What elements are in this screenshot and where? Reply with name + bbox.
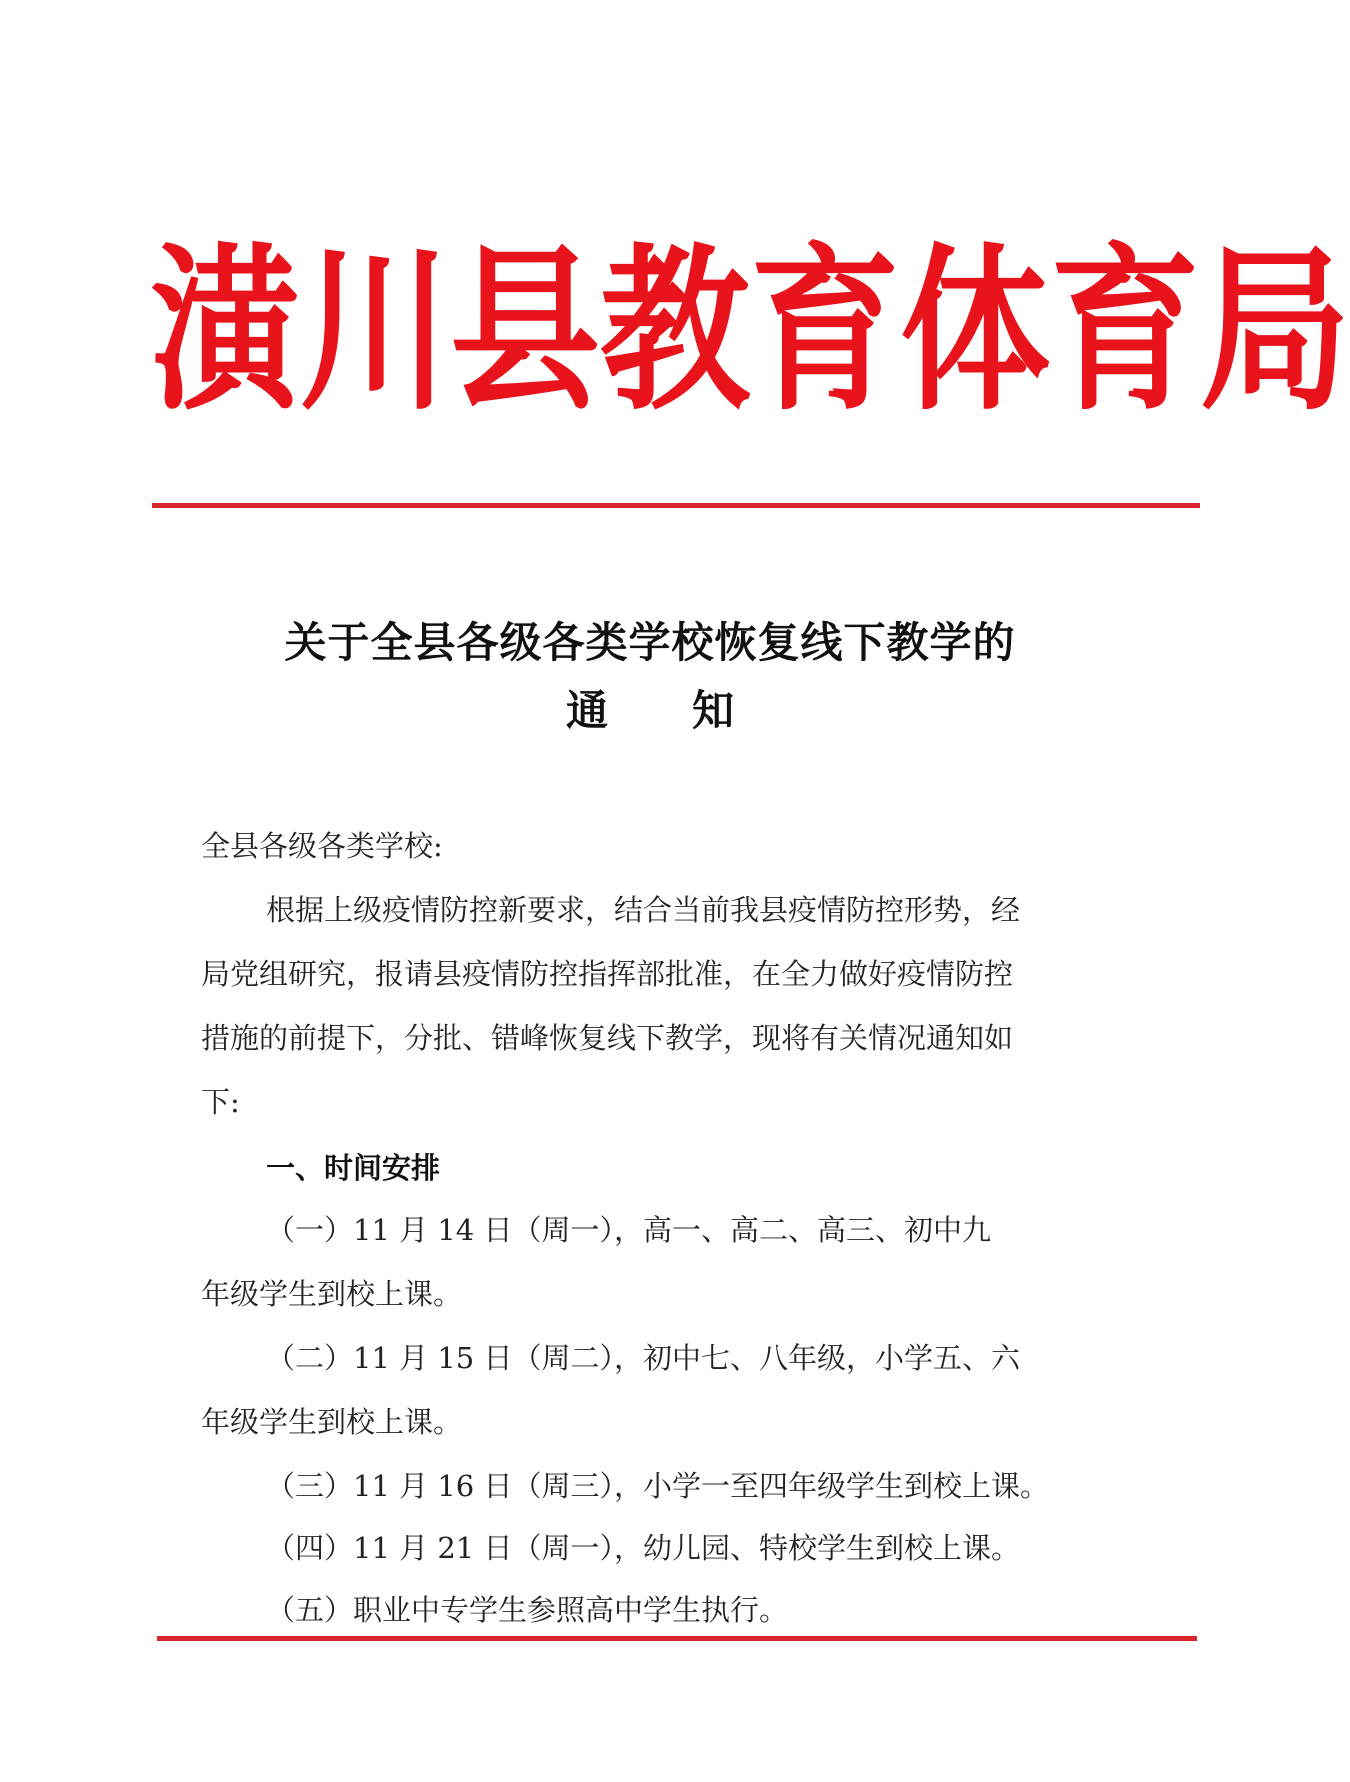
section-heading-schedule: 一、时间安排 [266,1151,441,1185]
intro-line-3: 措施的前提下，分批、错峰恢复线下教学，现将有关情况通知如 [201,1021,1014,1055]
schedule-item-1: （一）11 月 14 日（周一），高一、高二、高三、初中九 [266,1213,991,1247]
document-title-line-2: 通 知 [565,686,734,735]
letterhead-red-rule [152,503,1200,508]
schedule-item-2: （二）11 月 15 日（周二），初中七、八年级，小学五、六 [266,1341,1020,1375]
schedule-item-5: （五）职业中专学生参照高中学生执行。 [266,1593,789,1627]
intro-line-4: 下: [201,1085,240,1119]
letterhead-org-name: 潢川县教育体育局 [150,229,1350,435]
intro-line-1: 根据上级疫情防控新要求，结合当前我县疫情防控形势，经 [266,893,1021,927]
document-title-line-1: 关于全县各级各类学校恢复线下教学的 [284,618,1016,667]
intro-line-2: 局党组研究，报请县疫情防控指挥部批准，在全力做好疫情防控 [201,957,1014,991]
footer-red-rule [157,1636,1197,1641]
schedule-item-3: （三）11 月 16 日（周三），小学一至四年级学生到校上课。 [266,1469,1049,1503]
schedule-item-1-cont: 年级学生到校上课。 [201,1277,463,1311]
salutation: 全县各级各类学校: [201,829,443,863]
schedule-item-2-cont: 年级学生到校上课。 [201,1405,463,1439]
schedule-item-4: （四）11 月 21 日（周一），幼儿园、特校学生到校上课。 [266,1531,1020,1565]
